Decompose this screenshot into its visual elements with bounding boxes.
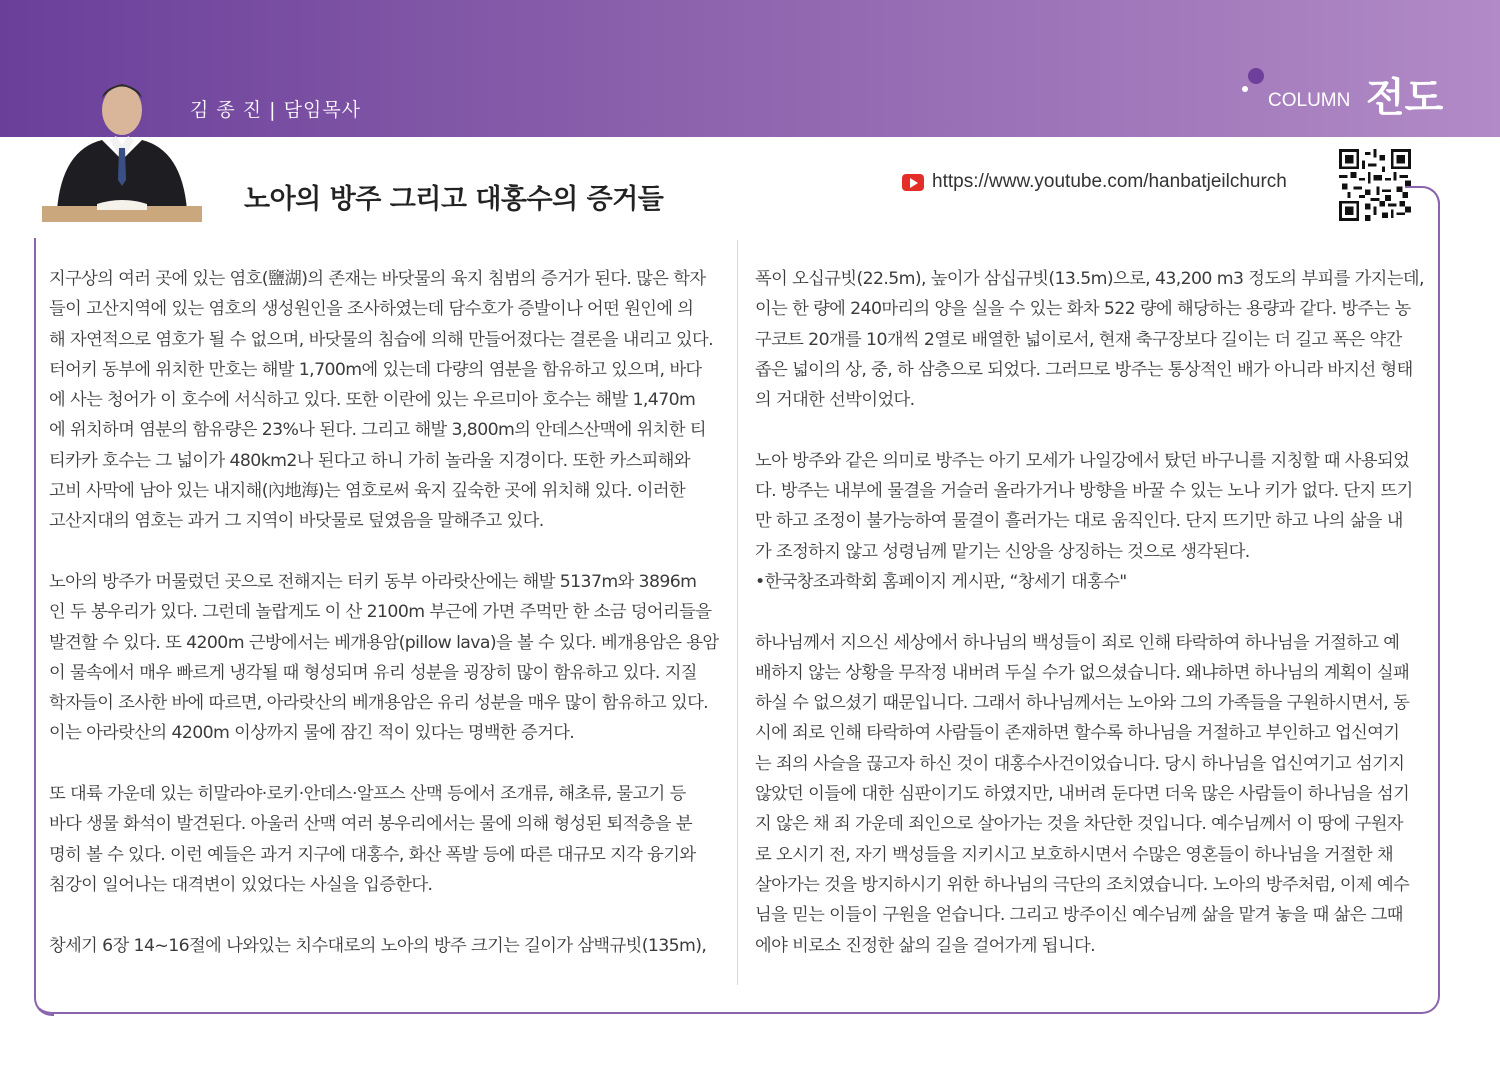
text-line: 발견할 수 있다. 또 4200m 근방에서는 베개용암(pillow lava)을 볼 수 있다. 베개용암은 용암 [49,632,719,653]
text-line: 배하지 않는 상황을 무작정 내버려 두실 수가 없으셨습니다. 왜냐하면 하나님의 계획이 실패 [755,662,1410,683]
text-line: 노아 방주와 같은 의미로 방주는 아기 모세가 나일강에서 탔던 바구니를 지칭할 때 사용되었 [755,450,1410,471]
column-title: 전도 [1366,75,1444,121]
author-byline: 김 종 진 | 담임목사 [190,99,362,121]
paragraph-gap [755,597,1427,627]
article-right-column [755,264,1427,961]
text-line: 에 사는 청어가 이 호수에 서식하고 있다. 또한 이란에 있는 우르미아 호수는 해발 1,470m [49,390,696,411]
text-line: 좁은 넓이의 상, 중, 하 삼층으로 되었다. 그러므로 방주는 통상적인 배가 아니라 바지선 형태 [755,359,1413,380]
column-tag [1268,66,1444,121]
youtube-url[interactable]: https://www.youtube.com/hanbatjeilchurch [932,171,1287,192]
text-line: •한국창조과학회 홈페이지 게시판, “창세기 대홍수" [755,571,1127,592]
decorative-dot-small-icon [1242,86,1248,92]
text-line: 인 두 봉우리가 있다. 그런데 놀랍게도 이 산 2100m 부근에 가면 주먹만 한 소금 덩어리들을 [49,602,712,623]
text-line: 지 않은 채 죄 가운데 죄인으로 살아가는 것을 차단한 것입니다. 예수님께서 이 땅에 구원자 [755,814,1403,835]
text-line: 이는 아라랏산의 4200m 이상까지 물에 잠긴 적이 있다는 명백한 증거다. [49,723,575,744]
article-left-column [49,264,721,961]
text-line: 명히 볼 수 있다. 이런 예들은 과거 지구에 대홍수, 화산 폭발 등에 따른 대규모 지각 융기와 [49,844,696,865]
text-line: 이는 한 량에 240마리의 양을 실을 수 있는 화차 522 량에 해당하는 용량과 같다. 방주는 농 [755,299,1411,320]
text-line: 이 물속에서 매우 빠르게 냉각될 때 형성되며 유리 성분을 굉장히 많이 함유하고 있다. 지질 [49,662,697,683]
paragraph-gap [49,537,721,567]
text-line: 노아의 방주가 머물렀던 곳으로 전해지는 터키 동부 아라랏산에는 해발 5137m와 3896m [49,571,697,592]
article-title: 노아의 방주 그리고 대홍수의 증거들 [244,184,664,215]
text-line: 들이 고산지역에 있는 염호의 생성원인을 조사하였는데 담수호가 증발이나 어떤 원인에 의 [49,299,694,320]
text-line: 님을 믿는 이들이 구원을 얻습니다. 그리고 방주이신 예수님께 삶을 맡겨 놓을 때 삶은 그때 [755,905,1403,926]
text-line: 또 대륙 가운데 있는 히말라야·로키·안데스·알프스 산맥 등에서 조개류, 해초류, 물고기 등 [49,784,686,805]
text-line: 하나님께서 지으신 세상에서 하나님의 백성들이 죄로 인해 타락하여 하나님을 거절하고 예 [755,632,1400,653]
text-line: 구코트 20개를 10개씩 2열로 배열한 넓이로서, 현재 축구장보다 길이는 더 길고 폭은 약간 [755,329,1402,350]
text-line: 에야 비로소 진정한 삶의 길을 걸어가게 됩니다. [755,935,1096,956]
text-line: 창세기 6장 14~16절에 나와있는 치수대로의 노아의 방주 크기는 길이가 삼백규빗(135m), [49,935,707,956]
paragraph-gap [49,749,721,779]
text-line: 살아가는 것을 방지하시기 위한 하나님의 극단의 조치였습니다. 노아의 방주처럼, 이제 예수 [755,874,1410,895]
text-line: 해 자연적으로 염호가 될 수 없으며, 바닷물의 침습에 의해 만들어졌다는 결론을 내리고 있다. [49,329,713,350]
paragraph-gap [49,900,721,930]
text-line: 학자들이 조사한 바에 따르면, 아라랏산의 베개용암은 유리 성분을 매우 많이 함유하고 있다. [49,693,709,714]
decorative-dot-icon [1248,68,1264,84]
text-line: 않았던 이들에 대한 심판이기도 하였지만, 내버려 둔다면 더욱 많은 사람들이 하나님을 섬기 [755,784,1410,805]
text-line: 에 위치하며 염분의 함유량은 23%나 된다. 그리고 해발 3,800m의 안데스산맥에 위치한 티 [49,420,706,441]
text-line: 폭이 오십규빗(22.5m), 높이가 삼십규빗(13.5m)으로, 43,200 m3 정도의 부피를 가지는데, [755,269,1424,289]
column-divider [737,240,738,985]
text-line: 바다 생물 화석이 발견된다. 아울러 산맥 여러 봉우리에서는 물에 의해 형성된 퇴적층을 분 [49,814,692,835]
text-line: 시에 죄로 인해 타락하여 사람들이 존재하면 할수록 하나님을 거절하고 부인하고 업신여기 [755,723,1400,744]
text-line: 고비 사막에 남아 있는 내지해(內地海)는 염호로써 육지 깊숙한 곳에 위치해 있다. 이러한 [49,481,686,502]
text-line: 티카카 호수는 그 넓이가 480km2나 된다고 하니 가히 놀라울 지경이다. 또한 카스피해와 [49,450,690,471]
text-line: 다. 방주는 내부에 물결을 거슬러 올라가거나 방향을 바꿀 수 있는 노나 키가 없다. 단지 뜨기 [755,481,1413,502]
text-line: 고산지대의 염호는 과거 그 지역이 바닷물로 덮였음을 말해주고 있다. [49,511,544,532]
text-line: 침강이 일어나는 대격변이 있었다는 사실을 입증한다. [49,874,433,895]
text-line: 는 죄의 사슬을 끊고자 하신 것이 대홍수사건이었습니다. 당시 하나님을 업신여기고 섬기지 [755,753,1405,774]
text-line: 터어키 동부에 위치한 만호는 해발 1,700m에 있는데 다량의 염분을 함유하고 있으며, 바다 [49,359,702,380]
text-line: 로 오시기 전, 자기 백성들을 지키시고 보호하시면서 수많은 영혼들이 하나님을 거절한 채 [755,844,1394,865]
text-line: 의 거대한 선박이었다. [755,390,915,411]
text-line: 하실 수 없으셨기 때문입니다. 그래서 하나님께서는 노아와 그의 가족들을 구원하시면서, 동 [755,693,1410,714]
content-frame-corner [1405,186,1440,208]
text-line: 만 하고 조정이 불가능하여 물결이 흘러가는 대로 움직인다. 단지 뜨기만 하고 나의 삶을 내 [755,511,1403,532]
text-line: 지구상의 여러 곳에 있는 염호(鹽湖)의 존재는 바닷물의 육지 침범의 증거가 된다. 많은 학자 [49,269,706,289]
text-line: 가 조정하지 않고 성령님께 맡기는 신앙을 상징하는 것으로 생각된다. [755,541,1250,562]
paragraph-gap [755,415,1427,445]
column-label: COLUMN [1268,90,1351,111]
